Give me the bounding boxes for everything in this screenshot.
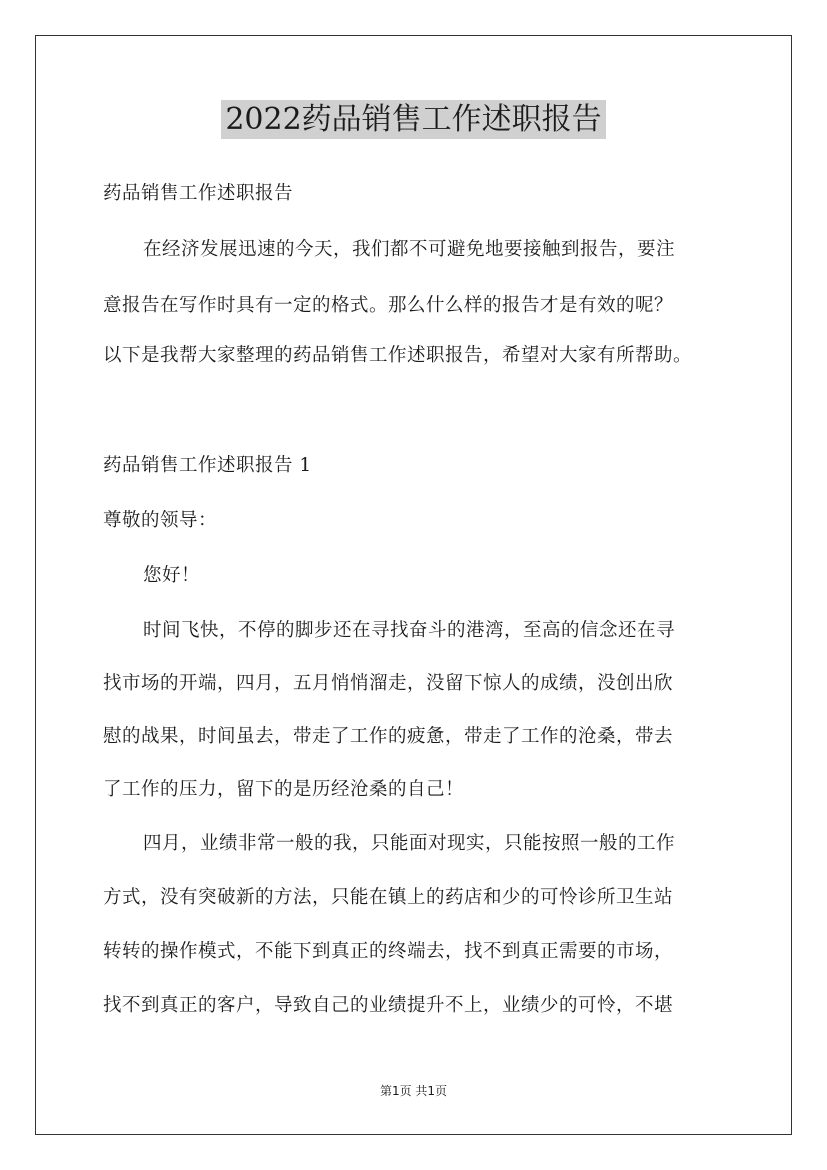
paragraph1-line-1: 时间飞快，不停的脚步还在寻找奋斗的港湾，至高的信念还在寻 [143,620,676,641]
paragraph1-line-3: 慰的战果，时间虽去，带走了工作的疲惫，带走了工作的沧桑，带去 [103,726,674,747]
intro-line-1: 在经济发展迅速的今天，我们都不可避免地要接触到报告，要注 [143,239,676,260]
paragraph2-line-4: 找不到真正的客户，导致自己的业绩提升不上，业绩少的可怜，不堪 [103,995,674,1016]
intro-line-3: 以下是我帮大家整理的药品销售工作述职报告，希望对大家有所帮助。 [103,345,693,366]
intro-line-2: 意报告在写作时具有一定的格式。那么什么样的报告才是有效的呢？ [103,295,674,316]
paragraph2-line-3: 转转的操作模式，不能下到真正的终端去，找不到真正需要的市场， [103,941,674,962]
page-number: 第1页 共1页 [379,1084,448,1098]
document-title-text: 2022药品销售工作述职报告 [221,100,605,139]
paragraph1-line-4: 了工作的压力，留下的是历经沧桑的自己！ [103,779,465,800]
greeting: 您好！ [143,565,201,586]
paragraph1-line-2: 找市场的开端，四月，五月悄悄溜走，没留下惊人的成绩，没创出欣 [103,673,674,694]
paragraph2-line-2: 方式，没有突破新的方法，只能在镇上的药店和少的可怜诊所卫生站 [103,887,674,908]
paragraph2-line-1: 四月，业绩非常一般的我，只能面对现实，只能按照一般的工作 [143,833,676,854]
document-subtitle: 药品销售工作述职报告 [103,183,294,204]
salutation: 尊敬的领导： [103,510,218,531]
document-title [0,100,827,140]
section-heading: 药品销售工作述职报告 1 [103,455,312,476]
page-footer [0,1083,827,1099]
